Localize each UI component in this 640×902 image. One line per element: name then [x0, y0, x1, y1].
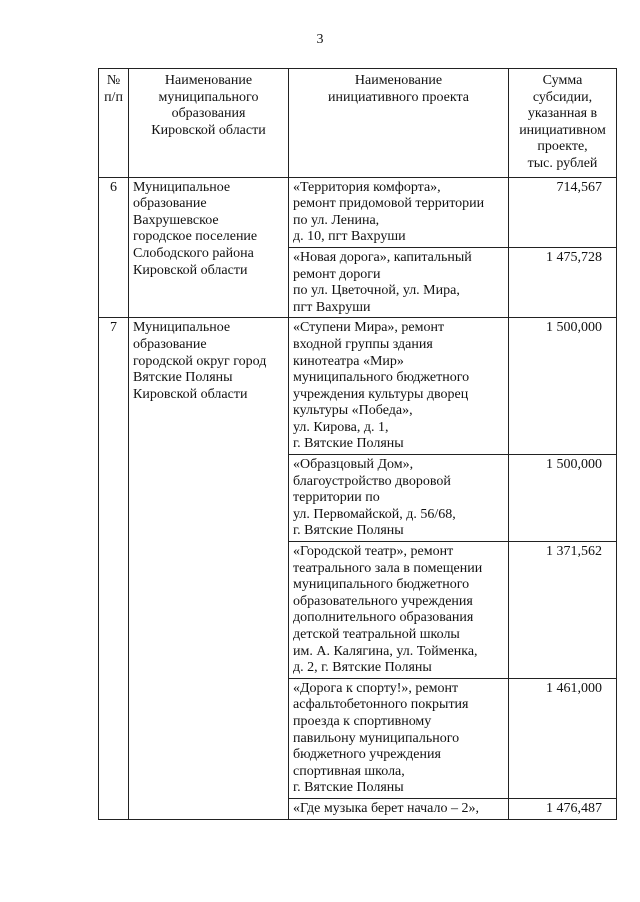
sum-cell: 1 476,487: [509, 798, 617, 819]
project-line: асфальтобетонного покрытия: [293, 697, 469, 713]
header-municipality: [129, 69, 289, 178]
project-cell: [289, 455, 509, 542]
project-line: ул. Первомайской, д. 56/68,: [293, 506, 456, 522]
municipality-line: Муниципальное: [133, 179, 231, 195]
project-line: учреждения культуры дворец: [293, 386, 469, 402]
project-line: дополнительного образования: [293, 610, 474, 626]
municipality-line: городское поселение: [133, 229, 258, 245]
header-line: Сумма: [542, 73, 583, 88]
project-line: по ул. Цветочной, ул. Мира,: [293, 283, 460, 299]
project-line: «Городской театр», ремонт: [293, 544, 454, 560]
project-line: «Территория комфорта»,: [293, 179, 441, 195]
header-line: образования: [171, 106, 246, 122]
project-line: культуры «Победа»,: [293, 403, 413, 419]
municipality-line: Кировской области: [133, 262, 248, 278]
project-cell: [289, 318, 509, 455]
municipality-line: образование: [133, 336, 207, 352]
project-line: проезда к спортивному: [293, 713, 432, 729]
project-cell: [289, 177, 509, 247]
municipality-line: Слободского района: [133, 245, 254, 261]
project-cell: [289, 678, 509, 798]
header-line: тыс. рублей: [527, 155, 598, 171]
project-cell: [289, 542, 509, 679]
project-line: павильону муниципального: [293, 730, 460, 746]
table-header: [99, 69, 617, 178]
project-line: входной группы здания: [293, 336, 433, 352]
project-line: кинотеатра «Мир»: [293, 353, 404, 369]
municipality-line: Вахрушевское: [133, 212, 219, 228]
municipality-cell: [129, 177, 289, 318]
project-line: им. А. Калягина, ул. Тойменка,: [293, 643, 478, 659]
project-line: по ул. Ленина,: [293, 212, 380, 228]
row-number-cell: 7: [99, 318, 129, 819]
header-row: [99, 69, 617, 178]
municipality-line: Кировской области: [133, 386, 248, 402]
municipality-line: образование: [133, 196, 207, 212]
project-line: детской театральной школы: [293, 627, 460, 642]
project-line: д. 2, г. Вятские Поляны: [293, 660, 432, 676]
header-line: указанная в: [527, 106, 598, 122]
header-line: Наименование: [164, 73, 253, 88]
header-line: муниципального: [158, 89, 259, 105]
project-line: муниципального бюджетного: [293, 577, 470, 593]
header-project: [289, 69, 509, 178]
header-line: №: [106, 73, 121, 88]
header-line: инициативного проекта: [328, 89, 469, 105]
project-cell: [289, 247, 509, 317]
table-body: [99, 177, 617, 819]
project-line: «Образцовый Дом»,: [293, 457, 414, 473]
header-line: Кировской области: [151, 122, 266, 138]
sum-cell: 1 461,000: [509, 678, 617, 798]
project-line: г. Вятские Поляны: [293, 780, 404, 796]
project-cell: [289, 798, 509, 819]
sum-cell: 1 475,728: [509, 247, 617, 317]
project-line: д. 10, пгт Вахруши: [293, 229, 406, 245]
project-line: г. Вятские Поляны: [293, 523, 404, 539]
project-line: «Где музыка берет начало – 2»,: [293, 800, 479, 816]
project-line: ремонт придомовой территории: [293, 196, 485, 212]
subsidy-table: [98, 68, 617, 820]
table-row: [99, 177, 617, 247]
table-row: [99, 318, 617, 455]
project-line: «Ступени Мира», ремонт: [293, 320, 445, 336]
sum-cell: 1 500,000: [509, 455, 617, 542]
project-line: «Дорога к спорту!», ремонт: [293, 680, 459, 696]
project-line: территории по: [293, 490, 380, 506]
header-line: инициативном: [519, 122, 606, 138]
project-line: ул. Кирова, д. 1,: [293, 419, 389, 435]
project-line: г. Вятские Поляны: [293, 436, 404, 452]
header-sum: [509, 69, 617, 178]
project-line: «Новая дорога», капитальный: [293, 249, 472, 265]
row-number-cell: 6: [99, 177, 129, 318]
municipality-line: Вятские Поляны: [133, 370, 233, 386]
header-line: субсидии,: [532, 89, 593, 105]
header-line: п/п: [104, 89, 123, 105]
project-line: бюджетного учреждения: [293, 747, 441, 763]
municipality-line: Муниципальное: [133, 320, 231, 336]
municipality-line: городской округ город: [133, 353, 267, 369]
project-line: благоустройство дворовой: [293, 473, 451, 489]
sum-cell: 1 500,000: [509, 318, 617, 455]
header-num: [99, 69, 129, 178]
municipality-cell: [129, 318, 289, 819]
header-line: Наименование: [354, 73, 443, 88]
sum-cell: 1 371,562: [509, 542, 617, 679]
project-line: муниципального бюджетного: [293, 370, 470, 386]
project-line: театрального зала в помещении: [293, 560, 483, 576]
project-line: пгт Вахруши: [293, 299, 371, 315]
project-line: ремонт дороги: [293, 266, 381, 282]
header-line: проекте,: [537, 139, 588, 155]
project-line: спортивная школа,: [293, 763, 405, 779]
project-line: образовательного учреждения: [293, 593, 473, 609]
sum-cell: 714,567: [509, 177, 617, 247]
page-number: 3: [316, 32, 324, 47]
